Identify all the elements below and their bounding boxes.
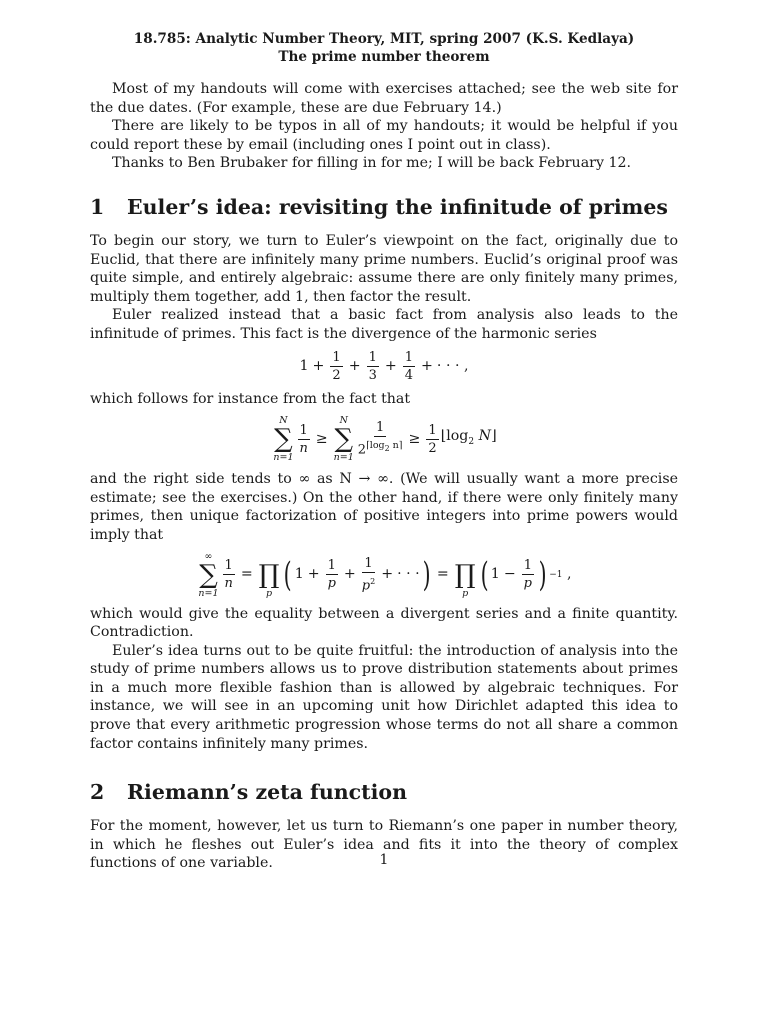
divergence-bound-equation: N ∑ n=1 $\frac{1}{n}$ ≥ N ∑ n=1 $\frac{1}{2^{⌈log_2 n⌉}}$ ≥ $\frac{1}{2}$ $⌊\log_2$ N⌋ [273, 415, 497, 464]
section-1-paragraph-4: and the right side tends to ∞ as N → ∞. (We will usually want a more precise estimate; see the exercises.) On the other hand, if there were only finitely many primes, then unique factorization of positive integers into prime powers would imply that [90, 471, 678, 543]
section-2-number: 2 [90, 780, 105, 805]
section-2-paragraph-1: For the moment, however, let us turn to Riemann’s one paper in number theory, in which he fleshes out Euler’s idea and fits it into the theory of complex functions of one variable. [90, 818, 678, 872]
section-1-paragraph-3: which follows for instance from the fact that [90, 390, 411, 407]
intro-paragraph-2: There are likely to be typos in all of my handouts; it would be helpful if you could report these by email (including ones I point out in class). [90, 118, 678, 153]
section-1-number: 1 [90, 194, 105, 219]
intro-paragraph-3: Thanks to Ben Brubaker for filling in for me; I will be back February 12. [112, 155, 632, 172]
section-2-title: Riemann’s zeta function [127, 780, 407, 805]
euler-product-equation: ∞ ∑ n=1 $\frac{1}{n}$ = ∏ p ( 1 + $\frac{1}{p}$ + $\frac{1}{p^2}$ + · · · ) = ∏ p ( 1 − $\frac{1}{p}$ ) −1 , [198, 550, 572, 599]
intro-paragraph-1: Most of my handouts will come with exercises attached; see the web site for the due dates. (For example, these are due February 14.) [90, 81, 678, 116]
section-1-heading [90, 194, 678, 220]
section-1-paragraph-1: To begin our story, we turn to Euler’s viewpoint on the fact, originally due to Euclid, that there are infinitely many prime numbers. Euclid’s original proof was quite simple, and entirely algebraic: assume there are only finitely many primes, multiply them together, add 1, then factor the result. [90, 232, 678, 305]
page-number: 1 [379, 852, 389, 868]
harmonic-series-equation: 1 + $\frac{1}{2}$ + $\frac{1}{3}$ + $\frac{1}{4}$ + · · · , [299, 350, 469, 384]
section-1-paragraph-2: Euler realized instead that a basic fact from analysis also leads to the infinitude of primes. This fact is the divergence of the harmonic series [90, 307, 678, 342]
section-1-paragraph-5: which would give the equality between a divergent series and a finite quantity. Contradiction. [90, 605, 678, 641]
section-1-paragraph-6: Euler’s idea turns out to be quite fruitful: the introduction of analysis into the study of prime numbers allows us to prove distribution statements about primes in a much more flexible fashion than is allowed by algebraic techniques. For instance, we will see in an upcoming unit how Dirichlet adapted this idea to prove that every arithmetic progression whose terms do not all share a common factor contains infinitely many primes. [90, 642, 678, 752]
document-header [90, 30, 678, 66]
handout-title: The prime number theorem [278, 49, 490, 65]
page-body [90, 30, 678, 873]
section-2-heading [90, 779, 678, 805]
course-title: 18.785: Analytic Number Theory, MIT, spring 2007 (K.S. Kedlaya) [133, 31, 635, 47]
section-1-title: Euler’s idea: revisiting the infinitude of primes [127, 194, 668, 219]
